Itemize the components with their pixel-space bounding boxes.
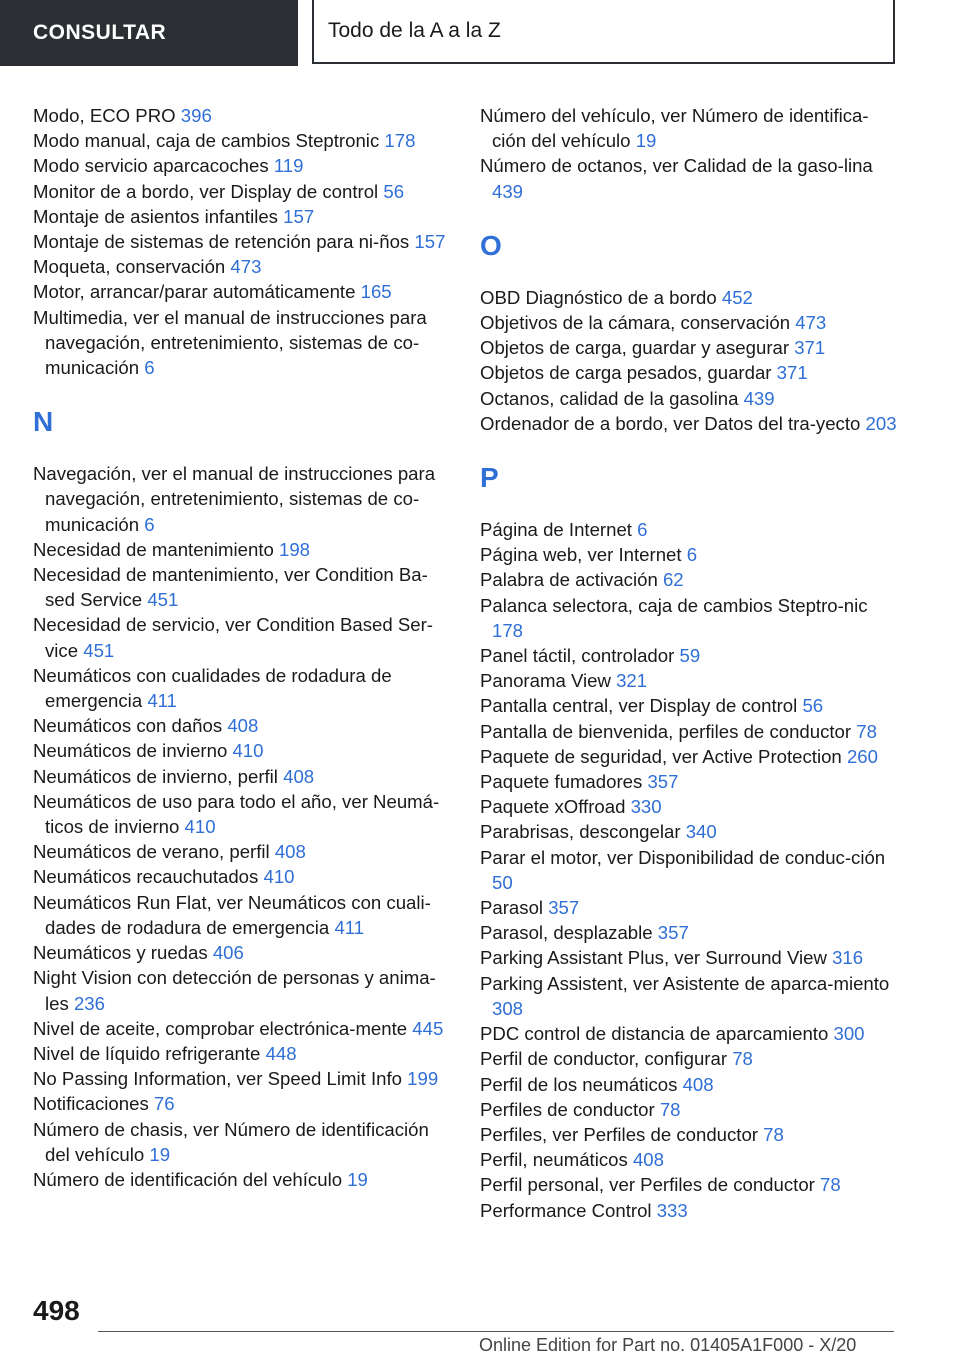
index-entry <box>480 895 900 920</box>
index-entry-text: Montaje de asientos infantiles <box>33 205 284 227</box>
index-entry-text: Ordenador de a bordo, ver Datos del tra-yecto <box>480 412 866 434</box>
index-entry-text: Montaje de sistemas de retención para ni-ños <box>33 231 415 253</box>
index-page-link[interactable]: 59 <box>679 645 701 667</box>
index-entry <box>33 789 453 839</box>
index-page-link[interactable]: 157 <box>283 205 315 227</box>
index-entry-text: Octanos, calidad de la gasolina <box>480 387 744 409</box>
index-entry-text: Parasol <box>480 897 549 919</box>
index-entry <box>480 845 900 895</box>
index-page-link[interactable]: 316 <box>832 947 864 969</box>
index-entry <box>33 1091 453 1116</box>
index-entry-text: Perfil de conductor, configurar <box>480 1048 733 1070</box>
index-entry <box>480 310 900 335</box>
index-entry <box>33 254 453 279</box>
index-entry <box>480 103 900 153</box>
index-page-link[interactable]: 62 <box>662 569 684 591</box>
index-entry-text: Parasol, desplazable <box>480 922 658 944</box>
page-number: 498 <box>33 1295 80 1326</box>
index-entry <box>33 1016 453 1041</box>
index-page-link[interactable]: 6 <box>637 519 648 541</box>
index-page-link[interactable]: 451 <box>83 639 115 661</box>
index-entry-text: Objetos de carga, guardar y asegurar <box>480 337 795 359</box>
index-entry-text: Perfiles de conductor <box>480 1098 660 1120</box>
index-entry-text: Perfiles, ver Perfiles de conductor <box>480 1123 764 1145</box>
index-entry-text: Neumáticos de verano, perfil <box>33 841 275 863</box>
index-entry-text: Neumáticos de invierno <box>33 740 233 762</box>
index-entry-text: Performance Control <box>480 1199 657 1221</box>
index-entry-text: Nivel de aceite, comprobar electrónica-mente <box>33 1017 413 1039</box>
index-entry <box>33 179 453 204</box>
index-entry <box>480 794 900 819</box>
index-page-link[interactable]: 411 <box>334 916 365 938</box>
index-page-link[interactable]: 439 <box>492 180 524 202</box>
index-page-link[interactable]: 78 <box>732 1048 753 1070</box>
index-page-link[interactable]: 357 <box>548 897 580 919</box>
index-entry-text: Número de identificación del vehículo <box>33 1168 348 1190</box>
index-entry <box>33 965 453 1015</box>
index-page-link[interactable]: 56 <box>383 180 405 202</box>
footer-divider <box>98 1331 894 1332</box>
index-page-link[interactable]: 408 <box>682 1073 714 1095</box>
index-column-right <box>480 103 900 1223</box>
index-page-link[interactable]: 19 <box>347 1168 368 1190</box>
index-entry-text: Nivel de líquido refrigerante <box>33 1042 266 1064</box>
index-letter-heading: O <box>480 229 502 261</box>
index-page-link[interactable]: 473 <box>795 312 827 334</box>
index-entry <box>33 461 453 537</box>
index-page-link[interactable]: 321 <box>616 670 648 692</box>
index-entry-text: Panel táctil, controlador <box>480 645 680 667</box>
index-entry <box>33 890 453 940</box>
index-entry <box>480 386 900 411</box>
index-entry-text: Multimedia, ver el manual de instrucciones para navegación, entretenimiento, sistemas de co-municación <box>33 306 427 379</box>
index-page-link[interactable]: 203 <box>865 412 897 434</box>
index-page-link[interactable]: 19 <box>635 130 657 152</box>
index-entry-text: Monitor de a bordo, ver Display de control <box>33 180 384 202</box>
index-letter-heading: N <box>33 406 54 438</box>
footer-edition: Online Edition for Part no. 01405A1F000 - X/20 <box>479 1335 857 1355</box>
index-page-link[interactable]: 408 <box>632 1149 664 1171</box>
index-entry-text: Paquete xOffroad <box>480 796 631 818</box>
index-page-link[interactable]: 260 <box>846 745 878 767</box>
index-page-link[interactable]: 199 <box>407 1068 439 1090</box>
index-page-link[interactable]: 178 <box>492 619 524 641</box>
index-entry-text: Perfil, neumáticos <box>480 1149 633 1171</box>
index-entry-text: Pantalla de bienvenida, perfiles de conductor <box>480 720 857 742</box>
index-entry-text: Parar el motor, ver Disponibilidad de conduc-ción <box>480 846 886 868</box>
index-entry-text: Moqueta, conservación <box>33 256 231 278</box>
index-page-link[interactable]: 340 <box>685 821 717 843</box>
index-page-link[interactable]: 300 <box>833 1023 865 1045</box>
section-tab: CONSULTAR <box>0 0 298 66</box>
index-entry <box>480 542 900 567</box>
index-entry <box>480 1072 900 1097</box>
index-entry <box>480 1122 900 1147</box>
index-entry-text: Modo manual, caja de cambios Steptronic <box>33 130 385 152</box>
index-entry-text: Neumáticos con cualidades de rodadura de emergencia <box>33 664 392 712</box>
index-entry <box>480 1147 900 1172</box>
index-page-link[interactable]: 333 <box>656 1199 688 1221</box>
index-page-link[interactable]: 76 <box>153 1093 175 1115</box>
index-entry <box>480 1021 900 1046</box>
index-entry <box>33 562 453 612</box>
index-entry <box>33 279 453 304</box>
index-entry-text: Número del vehículo, ver Número de identifica-ción del vehículo <box>480 105 869 152</box>
index-entry <box>33 663 453 713</box>
index-entry-text: Parabrisas, descongelar <box>480 821 686 843</box>
index-entry <box>480 693 900 718</box>
index-entry <box>480 1046 900 1071</box>
index-entry-text: Número de octanos, ver Calidad de la gaso-lina <box>480 155 873 177</box>
index-entry <box>33 940 453 965</box>
index-page-link[interactable]: 439 <box>743 387 775 409</box>
index-letter-heading: P <box>480 462 499 494</box>
index-entry-text: Neumáticos con daños <box>33 715 228 737</box>
index-entry-text: Modo, ECO PRO <box>33 105 181 126</box>
index-page-link[interactable]: 411 <box>147 690 177 712</box>
index-entry <box>480 819 900 844</box>
index-page-link[interactable]: 236 <box>73 992 105 1014</box>
index-entry-text: Palanca selectora, caja de cambios Steptro-nic <box>480 594 868 616</box>
index-entry <box>480 567 900 592</box>
index-entry <box>480 517 900 542</box>
index-page-link[interactable]: 157 <box>414 231 446 253</box>
index-page-link[interactable]: 445 <box>412 1017 444 1039</box>
index-entry-text: Neumáticos Run Flat, ver Neumáticos con cuali-dades de rodadura de emergencia <box>33 891 431 938</box>
index-entry <box>480 920 900 945</box>
index-page-link[interactable]: 119 <box>273 155 304 177</box>
chapter-title: Todo de la A a la Z <box>312 0 895 64</box>
index-entry <box>33 839 453 864</box>
index-entry <box>480 1097 900 1122</box>
index-entry <box>33 537 453 562</box>
index-page-link[interactable]: 408 <box>283 765 315 787</box>
index-entry-text: Modo servicio aparcacoches <box>33 155 274 177</box>
index-page-link[interactable]: 448 <box>265 1042 297 1064</box>
index-page-link[interactable]: 78 <box>659 1098 681 1120</box>
index-entry-text: Panorama View <box>480 670 617 692</box>
index-entry <box>33 229 453 254</box>
index-entry <box>480 643 900 668</box>
index-entry-text: Necesidad de mantenimiento <box>33 538 279 560</box>
index-entry-text: No Passing Information, ver Speed Limit Info <box>33 1068 408 1090</box>
index-entry <box>480 593 900 643</box>
index-entry-text: Perfil personal, ver Perfiles de conductor <box>480 1174 821 1196</box>
index-page-link[interactable]: 6 <box>144 513 155 535</box>
index-page-link[interactable]: 408 <box>227 715 259 737</box>
index-entry <box>480 1198 900 1223</box>
index-page-link[interactable]: 330 <box>630 796 662 818</box>
index-entry-text: Parking Assistent, ver Asistente de aparca-miento <box>480 972 890 994</box>
index-entry-text: Necesidad de mantenimiento, ver Condition Ba-sed Service <box>33 564 428 611</box>
index-page-link[interactable]: 410 <box>184 816 216 838</box>
index-page-link[interactable]: 396 <box>180 105 212 126</box>
index-entry <box>480 744 900 769</box>
index-entry <box>33 305 453 381</box>
index-entry <box>480 668 900 693</box>
index-entry <box>33 204 453 229</box>
index-entry <box>33 1117 453 1167</box>
index-entry-text: Página web, ver Internet <box>480 544 687 566</box>
index-entry <box>33 738 453 763</box>
index-entry <box>480 360 900 385</box>
index-entry-text: Objetivos de la cámara, conservación <box>480 312 796 334</box>
index-entry <box>33 1167 453 1192</box>
index-entry-text: Notificaciones <box>33 1093 154 1115</box>
index-entry-text: Necesidad de servicio, ver Condition Based Ser-vice <box>33 614 433 661</box>
index-page-link[interactable]: 308 <box>492 997 524 1019</box>
index-page-link[interactable]: 178 <box>384 130 416 152</box>
index-page-link[interactable]: 78 <box>856 720 877 742</box>
index-entry-text: Número de chasis, ver Número de identificación del vehículo <box>33 1118 429 1165</box>
index-entry <box>480 719 900 744</box>
index-page-link[interactable]: 6 <box>144 357 155 379</box>
index-entry-text: Parking Assistant Plus, ver Surround View <box>480 947 833 969</box>
index-page-link[interactable]: 371 <box>794 337 826 359</box>
index-entry-text: Perfil de los neumáticos <box>480 1073 683 1095</box>
index-entry <box>480 285 900 310</box>
index-entry-text: Neumáticos recauchutados <box>33 866 264 888</box>
index-page-link[interactable]: 165 <box>360 281 392 303</box>
index-entry <box>33 612 453 662</box>
index-entry-text: Pantalla central, ver Display de control <box>480 695 803 717</box>
index-entry <box>480 769 900 794</box>
index-entry-text: Neumáticos de uso para todo el año, ver Neumá-ticos de invierno <box>33 790 440 838</box>
index-page-link[interactable]: 357 <box>657 922 689 944</box>
index-page-link[interactable]: 452 <box>721 286 753 308</box>
index-page-link[interactable]: 371 <box>776 362 808 384</box>
index-entry <box>480 335 900 360</box>
index-entry-text: OBD Diagnóstico de a bordo <box>480 286 722 308</box>
index-entry <box>33 1041 453 1066</box>
index-entry-text: Paquete de seguridad, ver Active Protection <box>480 745 847 767</box>
index-page-link[interactable]: 410 <box>232 740 264 762</box>
index-entry <box>33 128 453 153</box>
index-entry <box>33 103 453 128</box>
index-entry-text: Neumáticos y ruedas <box>33 942 213 964</box>
index-entry-text: Night Vision con detección de personas y anima-les <box>33 967 436 1014</box>
index-entry <box>33 713 453 738</box>
index-entry-text: Paquete fumadores <box>480 771 648 793</box>
page-header <box>0 0 960 66</box>
index-entry-text: Palabra de activación <box>480 569 663 591</box>
index-page-link[interactable]: 50 <box>492 871 513 893</box>
index-entry <box>480 1172 900 1197</box>
index-entry-text: PDC control de distancia de aparcamiento <box>480 1023 834 1045</box>
index-page-link[interactable]: 19 <box>149 1143 171 1165</box>
index-entry <box>480 153 900 203</box>
index-entry <box>33 764 453 789</box>
index-entry-text: Motor, arrancar/parar automáticamente <box>33 281 361 303</box>
index-page-link[interactable]: 410 <box>263 866 295 888</box>
index-page-link[interactable]: 357 <box>647 771 679 793</box>
index-page-link[interactable]: 406 <box>212 942 244 964</box>
index-entry <box>480 411 900 436</box>
index-entry-text: Objetos de carga pesados, guardar <box>480 362 777 384</box>
index-page-link[interactable]: 6 <box>686 544 698 566</box>
index-page-link[interactable]: 78 <box>763 1123 784 1145</box>
index-entry <box>33 864 453 889</box>
index-entry <box>33 1066 453 1091</box>
index-entry <box>480 971 900 1021</box>
index-entry-text: Página de Internet <box>480 519 638 541</box>
index-entry <box>33 153 453 178</box>
index-page-link[interactable]: 473 <box>230 256 262 278</box>
index-page-link[interactable]: 78 <box>820 1174 841 1196</box>
index-page-link[interactable]: 198 <box>279 538 311 560</box>
index-page-link[interactable]: 56 <box>802 695 824 717</box>
index-page-link[interactable]: 451 <box>147 589 179 611</box>
index-entry <box>480 945 900 970</box>
index-column-left <box>33 103 453 1192</box>
index-page-link[interactable]: 408 <box>274 841 306 863</box>
index-entry-text: Neumáticos de invierno, perfil <box>33 765 284 787</box>
index-entry-text: Navegación, ver el manual de instrucciones para navegación, entretenimiento, sistemas de co-municación <box>33 463 436 535</box>
